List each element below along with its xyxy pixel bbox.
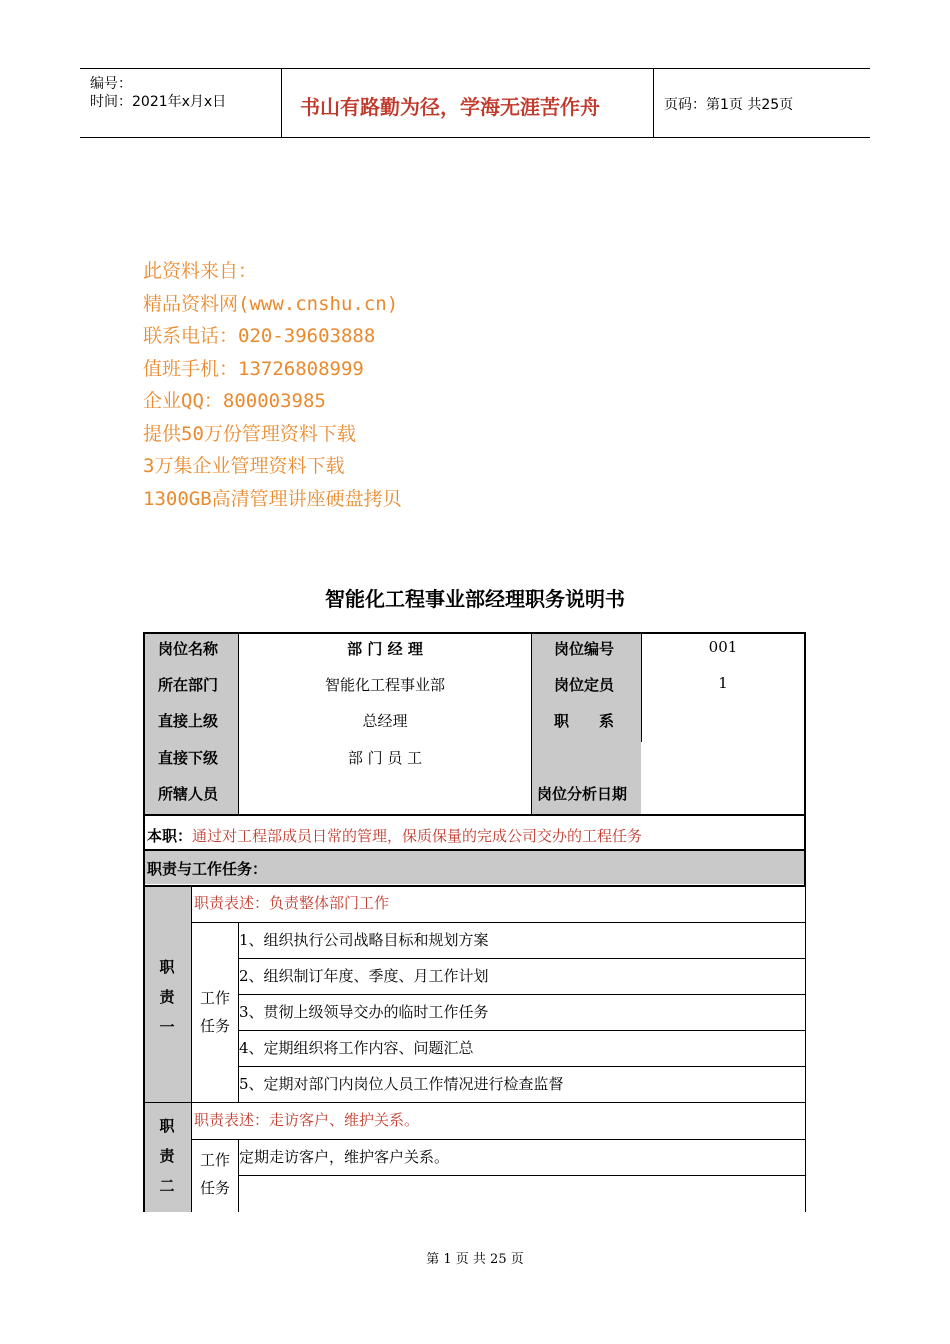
headcount-value: 1 [718,674,728,692]
staff-label: 所辖人员 [158,785,219,803]
divider [531,632,532,814]
resp1-task: 5、定期对部门内岗位人员工作情况进行检查监督 [239,1075,564,1093]
source-line: 值班手机：13726808999 [143,357,364,380]
analysis-date-label: 岗位分析日期 [537,785,628,803]
resp1-task: 3、贯彻上级领导交办的临时工作任务 [239,1003,489,1021]
source-line: 3万集企业管理资料下载 [143,455,345,477]
resp1-name-char: 责 [159,988,175,1006]
divider [143,849,806,851]
post-name-label: 岗位名称 [158,640,219,658]
resp2-name-char: 二 [159,1177,175,1195]
task-label-line: 工作 [199,1151,230,1169]
document-title: 智能化工程事业部经理职务说明书 [325,587,625,611]
document-number-label: 编号： [90,76,132,92]
resp1-name-char: 职 [159,958,175,976]
page-header [80,68,870,138]
duty-label: 本职： [147,827,193,845]
source-line: 此资料来自： [143,260,258,282]
resp1-task: 1、组织执行公司战略目标和规划方案 [239,931,489,949]
resp1-task-label [192,984,238,1040]
source-line: 1300GB高清管理讲座硬盘拷贝 [143,487,402,510]
table-border-top [143,632,806,634]
duty-text: 通过对工程部成员日常的管理，保质保量的完成公司交办的工程任务 [192,827,643,845]
page-info: 页码：第1页 共25页 [664,97,794,113]
source-line: 提供50万份管理资料下载 [143,422,356,445]
resp2-name [143,1111,191,1201]
page-footer: 第 1 页 共 25 页 [426,1252,524,1267]
resp1-name-char: 一 [159,1018,175,1036]
post-code-value: 001 [708,638,738,656]
duty-row [147,825,642,846]
superior-value: 总经理 [362,712,408,730]
divider [143,814,806,816]
department-label: 所在部门 [158,676,219,694]
divider [238,958,806,959]
responsibilities-label: 职责与工作任务： [147,860,268,878]
headcount-label: 岗位定员 [554,676,615,694]
table-border-right [804,632,806,886]
resp2-task-label [192,1146,238,1202]
department-value: 智能化工程事业部 [324,676,445,694]
divider [143,1102,806,1103]
post-code-label: 岗位编号 [554,640,615,658]
superior-label: 直接上级 [158,712,219,730]
divider [143,885,806,887]
post-name-value: 部 门 经 理 [347,640,423,658]
divider [238,994,806,995]
task-label-line: 任务 [199,1179,230,1197]
divider [238,1175,806,1176]
header-meta-cell [80,69,282,137]
motto: 书山有路勤为径，学海无涯苦作舟 [300,95,600,119]
subordinate-value: 部 门 员 工 [347,749,423,767]
task-label-line: 工作 [199,989,230,1007]
resp1-task: 4、定期组织将工作内容、问题汇总 [239,1039,474,1057]
divider [238,1066,806,1067]
resp2-name-char: 责 [159,1147,175,1165]
source-info-block [143,255,402,515]
resp1-task: 2、组织制订年度、季度、月工作计划 [239,967,489,985]
source-line: 企业QQ：800003985 [143,390,326,412]
task-label-line: 任务 [199,1017,230,1035]
subordinate-label: 直接下级 [158,749,219,767]
resp1-description: 职责表述：负责整体部门工作 [194,894,390,912]
resp1-name [143,952,191,1042]
resp2-description: 职责表述：走访客户、维护关系。 [194,1111,420,1129]
divider [191,1139,806,1140]
grade-label: 职 系 [554,712,615,730]
source-line: 联系电话：020-39603888 [143,325,376,347]
resp2-name-char: 职 [159,1117,175,1135]
table-border-right [805,886,806,1212]
job-description-table [143,632,806,1212]
divider [191,922,806,923]
header-page-cell [654,69,870,137]
header-motto-cell [282,69,654,137]
document-date: 时间：2021年x月x日 [90,94,227,110]
source-line: 精品资料网(www.cnshu.cn) [143,292,399,315]
divider [238,1030,806,1031]
resp2-task: 定期走访客户，维护客户关系。 [239,1148,450,1166]
